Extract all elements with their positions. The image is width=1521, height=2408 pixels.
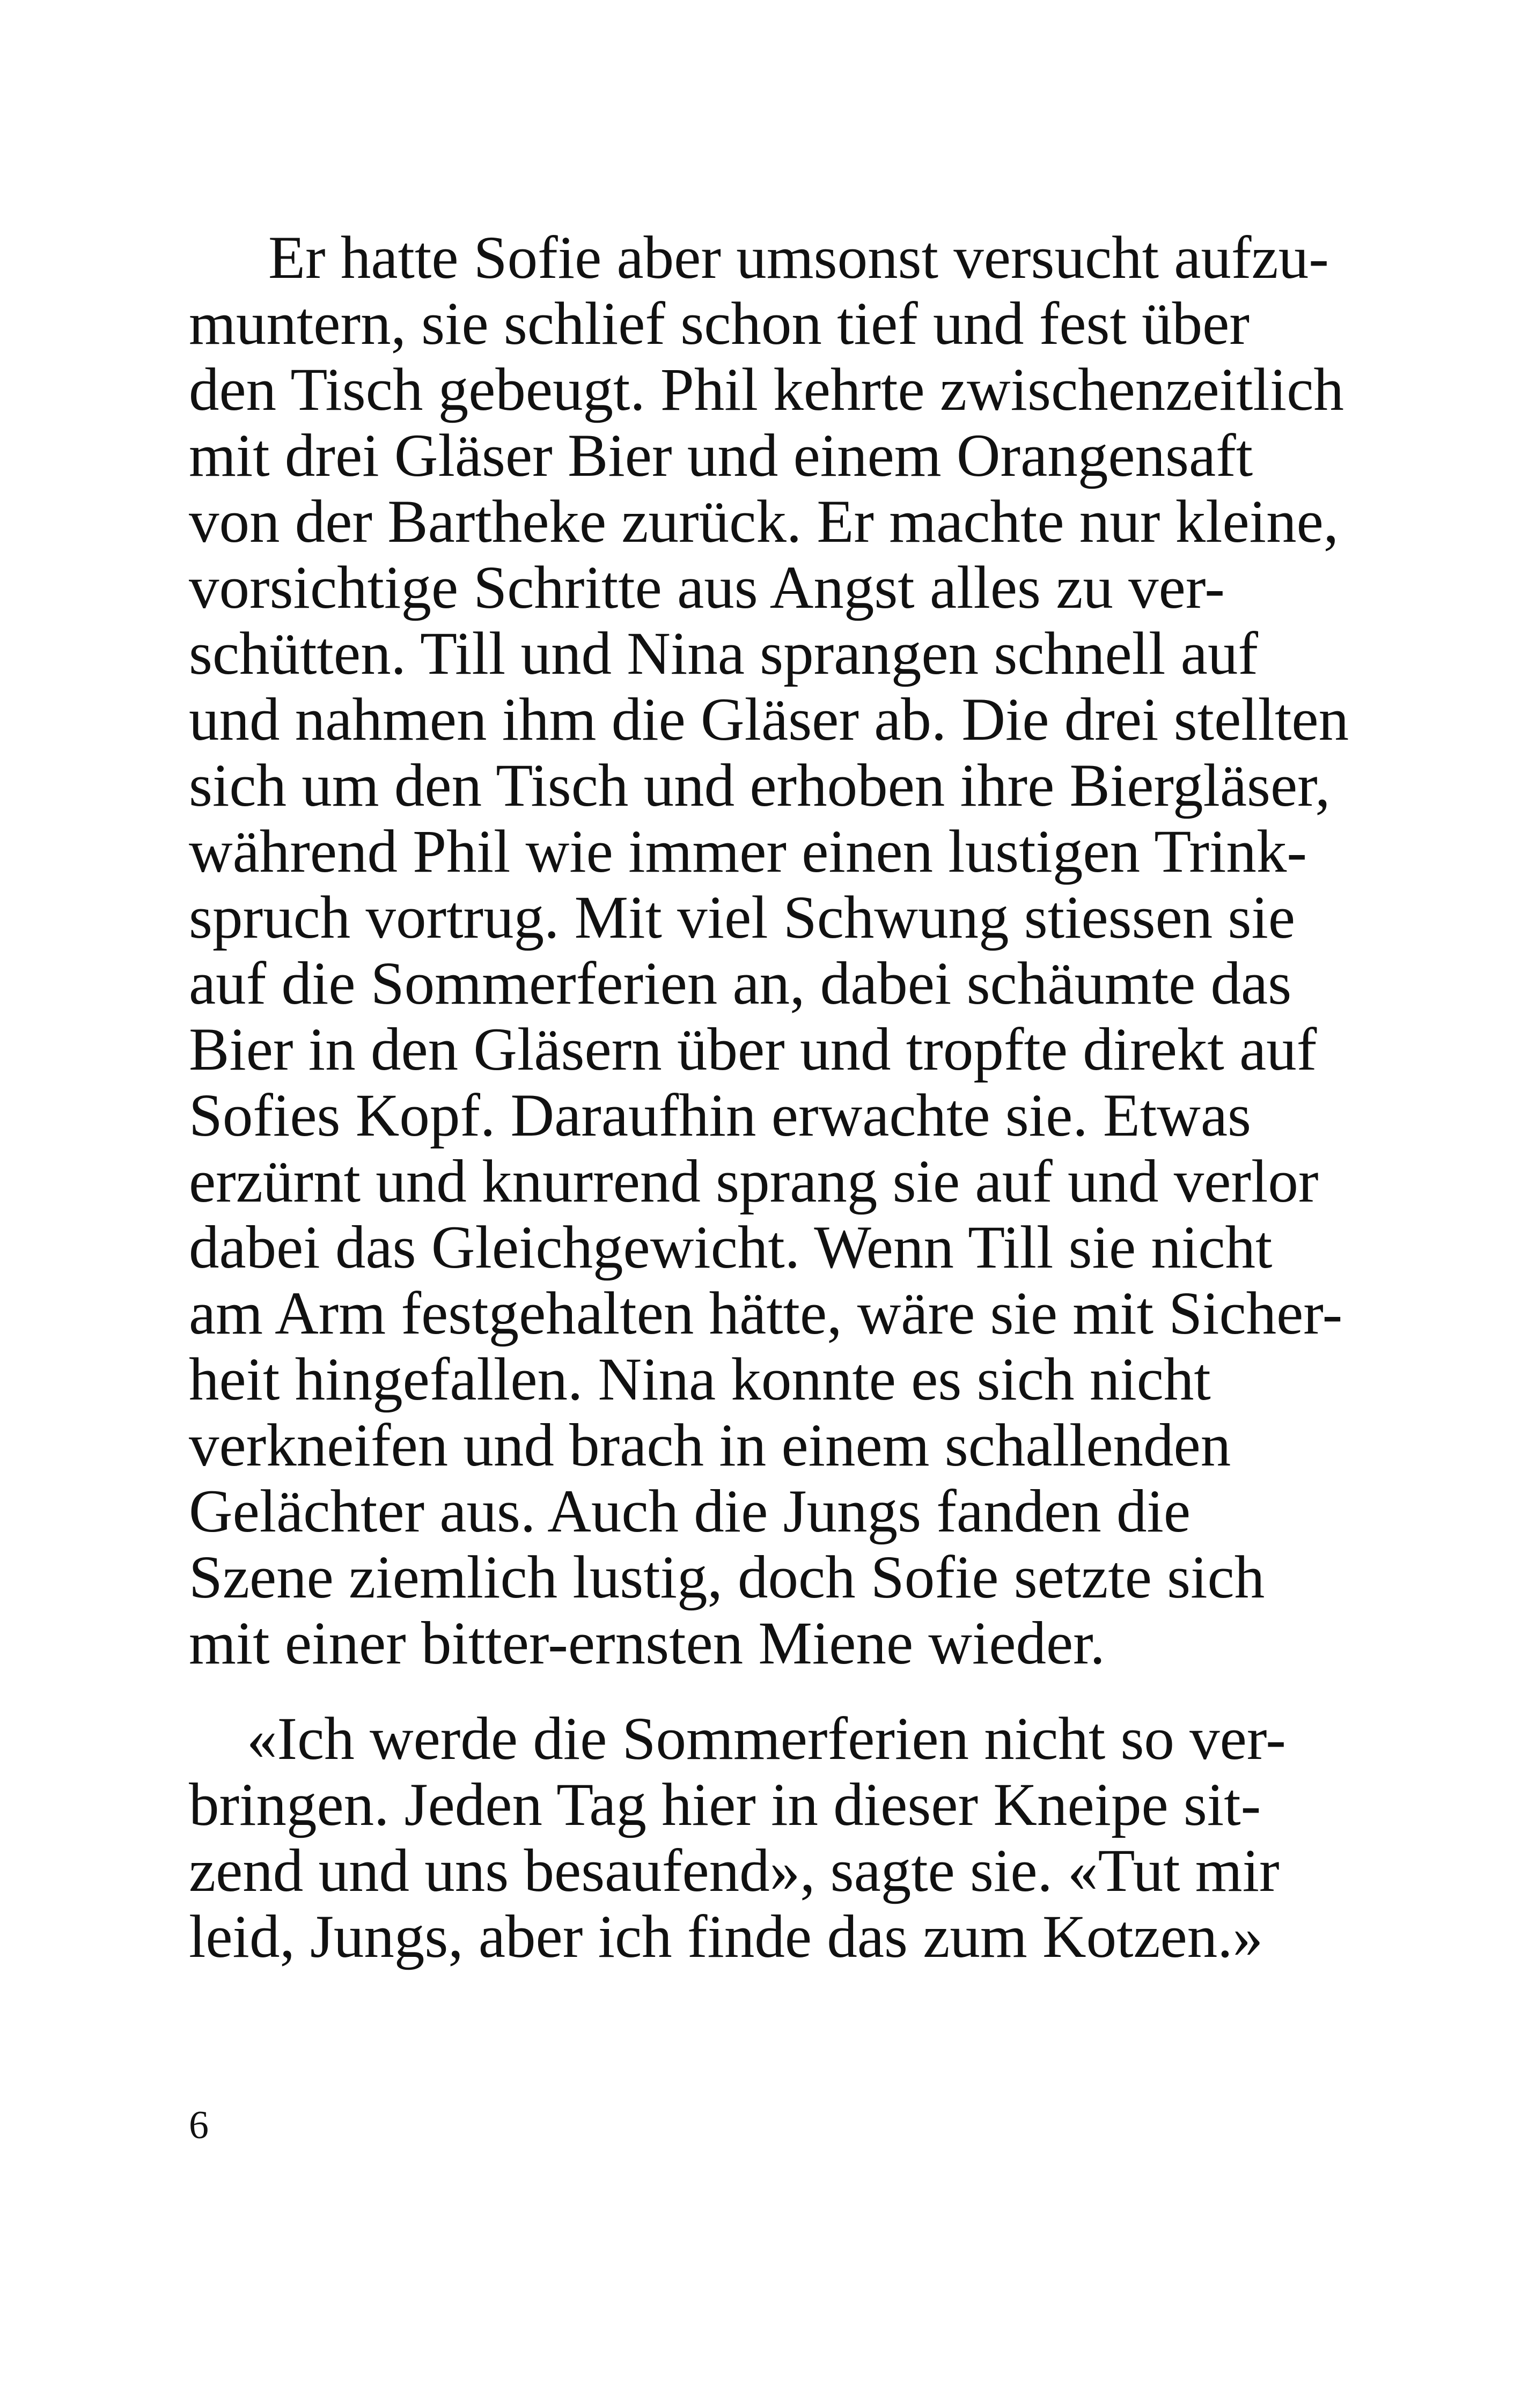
text-line: auf die Sommerferien an, dabei schäumte das: [189, 950, 1292, 1017]
text-line: «Ich werde die Sommerferien nicht so ver-: [247, 1705, 1286, 1772]
text-line: Bier in den Gläsern über und tropfte direkt auf: [189, 1016, 1317, 1083]
text-line: Gelächter aus. Auch die Jungs fanden die: [189, 1478, 1191, 1545]
text-line: sich um den Tisch und erhoben ihre Biergläser,: [189, 752, 1331, 819]
text-line: heit hingefallen. Nina konnte es sich nicht: [189, 1346, 1211, 1413]
text-line: und nahmen ihm die Gläser ab. Die drei stellten: [189, 686, 1349, 753]
text-line: muntern, sie schlief schon tief und fest über: [189, 290, 1250, 357]
text-line: mit drei Gläser Bier und einem Orangensaft: [189, 422, 1253, 489]
text-line: schütten. Till und Nina sprangen schnell auf: [189, 620, 1258, 687]
text-line: dabei das Gleichgewicht. Wenn Till sie nicht: [189, 1214, 1273, 1281]
text-line: vorsichtige Schritte aus Angst alles zu ver-: [189, 554, 1225, 621]
text-line: den Tisch gebeugt. Phil kehrte zwischenzeitlich: [189, 356, 1344, 423]
text-line: spruch vortrug. Mit viel Schwung stiessen sie: [189, 884, 1296, 951]
text-line: bringen. Jeden Tag hier in dieser Kneipe sit-: [189, 1771, 1261, 1838]
text-line: Szene ziemlich lustig, doch Sofie setzte sich: [189, 1544, 1265, 1611]
text-line: zend und uns besaufend», sagte sie. «Tut mir: [189, 1837, 1280, 1904]
text-line: Sofies Kopf. Daraufhin erwachte sie. Etwas: [189, 1082, 1251, 1149]
text-line: während Phil wie immer einen lustigen Trink-: [189, 818, 1307, 885]
text-line: verkneifen und brach in einem schallenden: [189, 1412, 1231, 1479]
text-line: von der Bartheke zurück. Er machte nur kleine,: [189, 488, 1339, 555]
text-line: erzürnt und knurrend sprang sie auf und verlor: [189, 1148, 1319, 1215]
text-line: leid, Jungs, aber ich finde das zum Kotzen.»: [189, 1903, 1263, 1970]
text-line: Er hatte Sofie aber umsonst versucht aufzu-: [268, 224, 1329, 291]
text-line: mit einer bitter-ernsten Miene wieder.: [189, 1610, 1105, 1677]
text-line: am Arm festgehalten hätte, wäre sie mit Sicher-: [189, 1280, 1343, 1347]
page-number: 6: [189, 2103, 209, 2147]
